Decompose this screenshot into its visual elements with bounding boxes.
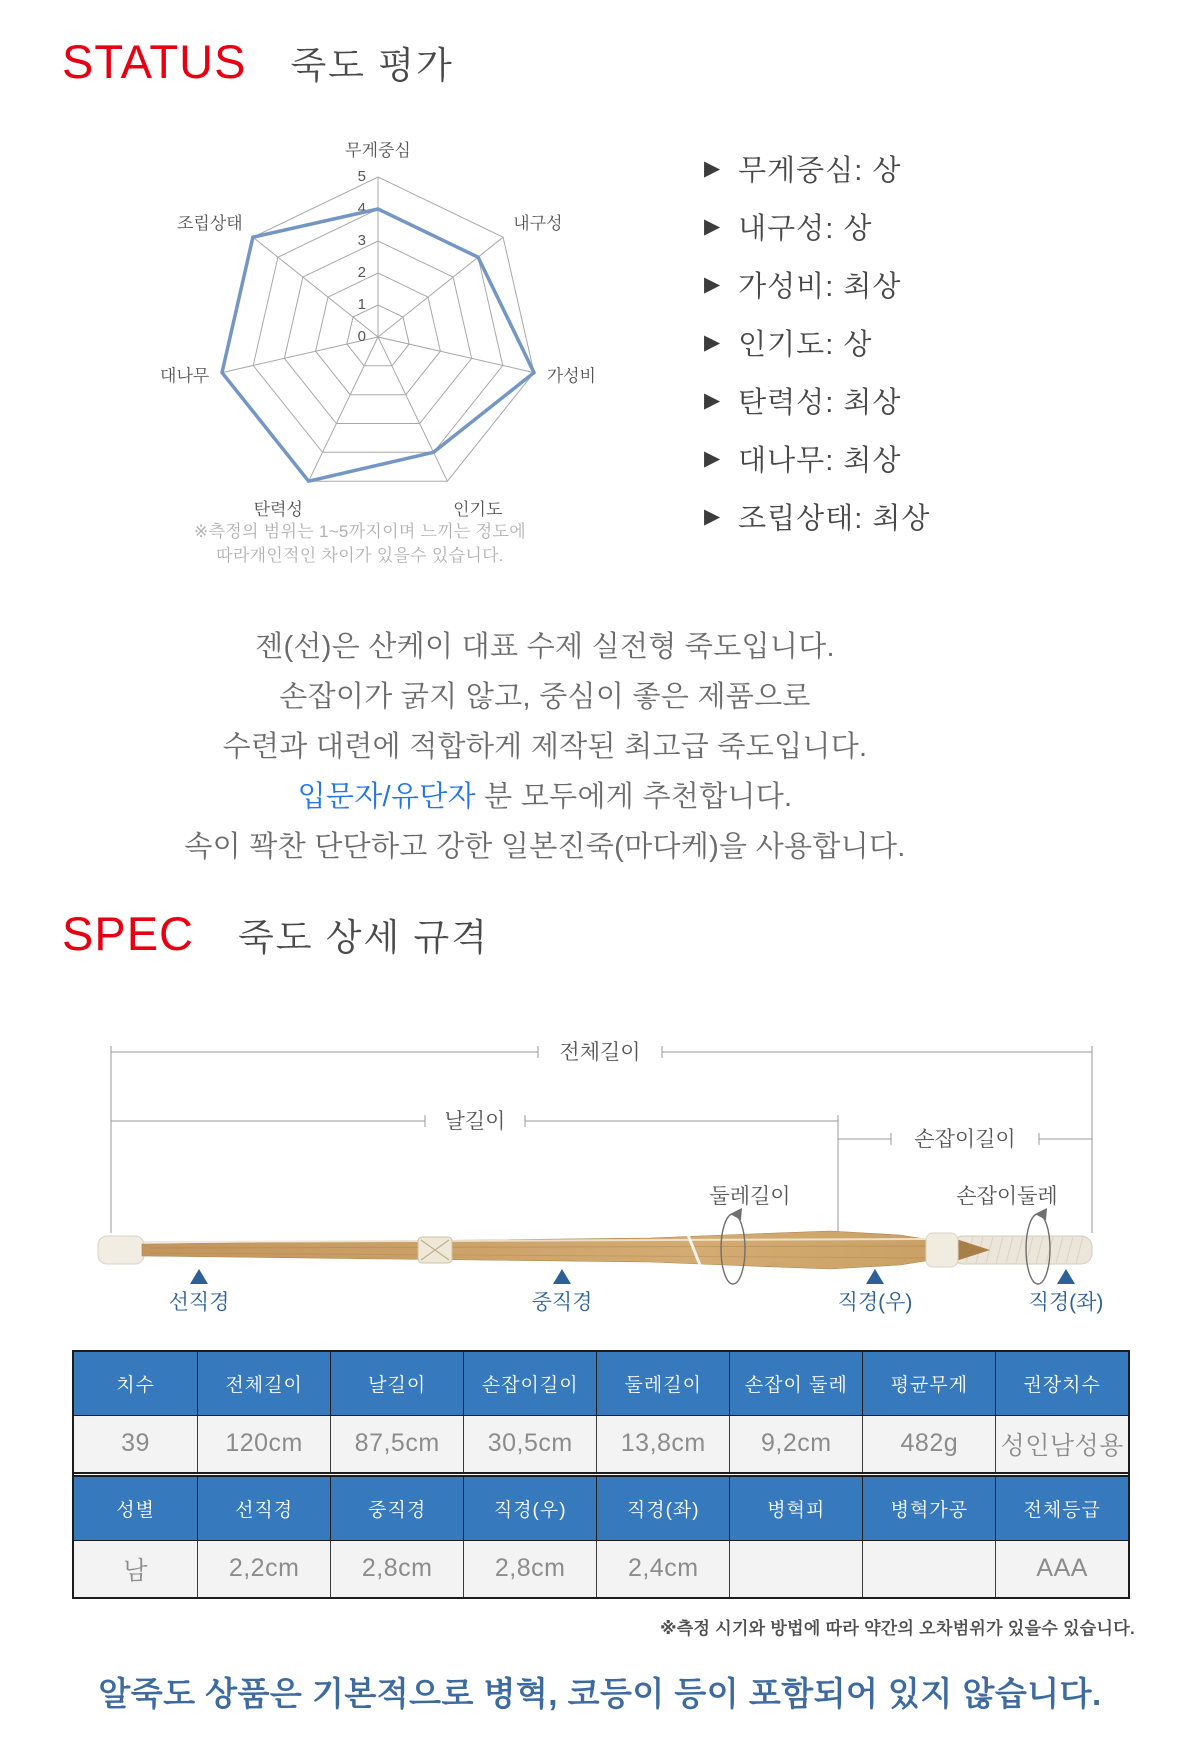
table-header-cell: 직경(좌) — [597, 1476, 730, 1540]
table-header-cell: 선직경 — [198, 1476, 331, 1540]
diameter-label: 직경(우) — [837, 1291, 913, 1314]
diameter-label: 선직경 — [168, 1291, 230, 1314]
radar-tick-label: 1 — [357, 296, 366, 313]
table-header-cell: 권장치수 — [996, 1351, 1129, 1415]
table-header-cell: 평균무게 — [863, 1351, 996, 1415]
chart-note-line1: ※측정의 범위는 1~5까지이며 느끼는 정도에 — [194, 522, 526, 541]
description-line — [0, 772, 1090, 822]
table-header-cell: 성별 — [73, 1476, 198, 1540]
status-section-header — [62, 34, 454, 89]
radar-tick-label: 4 — [357, 200, 366, 217]
description-line: 수련과 대련에 적합하게 제작된 최고급 죽도입니다. — [222, 731, 868, 763]
rating-item — [704, 438, 930, 479]
shinai-tip-leather — [98, 1236, 144, 1264]
radar-tick-label: 3 — [357, 232, 366, 249]
rating-item — [704, 264, 930, 305]
play-bullet-icon: ▶ — [704, 273, 722, 296]
table-value-cell: 2,4cm — [597, 1540, 730, 1598]
rating-item — [704, 496, 930, 537]
table-value-cell: 성인남성용 — [996, 1415, 1129, 1473]
table-value-cell — [730, 1540, 863, 1598]
diameter-marker-icon — [1057, 1269, 1075, 1284]
table-header-row — [73, 1476, 1129, 1540]
radar-axis-line — [253, 237, 378, 337]
table-header-cell: 날길이 — [331, 1351, 464, 1415]
spec-table-note: ※측정 시기와 방법에 따라 약간의 오차범위가 있을수 있습니다. — [659, 1619, 1135, 1638]
dim-label: 손잡이둘레 — [956, 1185, 1058, 1208]
rating-text: 조립상태: 최상 — [738, 503, 931, 535]
rating-text: 무게중심: 상 — [738, 155, 902, 187]
rating-text: 탄력성: 최상 — [738, 387, 902, 419]
table-value-cell: 2,2cm — [198, 1540, 331, 1598]
chart-note-line2: 따라개인적인 차이가 있을수 있습니다. — [216, 546, 504, 565]
description-line-rest: 분 모두에게 추천합니다. — [475, 781, 793, 813]
radar-axis-line — [378, 337, 447, 481]
table-value-cell: 2,8cm — [464, 1540, 597, 1598]
radar-category-label: 조립상태 — [176, 214, 243, 234]
rating-text: 내구성: 상 — [738, 213, 873, 245]
play-bullet-icon: ▶ — [704, 331, 722, 354]
table-value-cell: 30,5cm — [464, 1415, 597, 1473]
spec-title-en: SPEC — [62, 907, 194, 960]
diameter-label: 중직경 — [531, 1291, 593, 1314]
dim-label: 손잡이길이 — [914, 1128, 1016, 1151]
shinai-diagram-svg — [90, 1000, 1110, 1320]
description-highlight: 입문자/유단자 — [297, 781, 476, 813]
radar-axis-line — [309, 337, 378, 481]
table-value-cell: 120cm — [198, 1415, 331, 1473]
play-bullet-icon: ▶ — [704, 505, 722, 528]
table-value-cell: 13,8cm — [597, 1415, 730, 1473]
diameter-label: 직경(좌) — [1028, 1291, 1104, 1314]
loop-arrowhead-icon — [730, 1208, 742, 1220]
table-value-row — [73, 1540, 1129, 1598]
radar-category-label: 탄력성 — [253, 499, 303, 519]
spec-table-wrap — [72, 1350, 1130, 1599]
dim-label: 전체길이 — [559, 1041, 641, 1064]
table-header-cell: 치수 — [73, 1351, 198, 1415]
radar-axis-line — [222, 337, 378, 373]
loop-arrowhead-icon — [1035, 1208, 1047, 1220]
chart-note — [140, 520, 580, 568]
table-header-cell: 직경(우) — [464, 1476, 597, 1540]
radar-category-label: 무게중심 — [345, 141, 411, 160]
play-bullet-icon: ▶ — [704, 389, 722, 412]
rating-text: 인기도: 상 — [738, 329, 873, 361]
rating-text: 가성비: 최상 — [738, 271, 902, 303]
radar-axis-line — [378, 237, 503, 337]
table-value-cell: 482g — [863, 1415, 996, 1473]
table-header-cell: 전체길이 — [198, 1351, 331, 1415]
rating-item — [704, 380, 930, 421]
table-value-cell: 2,8cm — [331, 1540, 464, 1598]
description-line: 젠(선)은 산케이 대표 수제 실전형 죽도입니다. — [255, 631, 835, 663]
radar-chart-svg — [140, 125, 610, 535]
description-line: 속이 꽉찬 단단하고 강한 일본진죽(마다케)을 사용합니다. — [184, 831, 906, 863]
diameter-marker-icon — [190, 1269, 208, 1284]
dim-label: 날길이 — [444, 1110, 506, 1133]
play-bullet-icon: ▶ — [704, 215, 722, 238]
bottom-notice: 알죽도 상품은 기본적으로 병혁, 코등이 등이 포함되어 있지 않습니다. — [98, 1675, 1102, 1712]
radar-category-label: 가성비 — [546, 366, 596, 386]
radar-category-label: 인기도 — [453, 499, 503, 519]
status-title-ko: 죽도 평가 — [290, 45, 454, 86]
table-value-row — [73, 1415, 1129, 1473]
radar-tick-label: 0 — [357, 328, 366, 345]
rating-list — [704, 148, 930, 537]
rating-item — [704, 322, 930, 363]
spec-section-header — [62, 906, 489, 961]
table-value-cell: AAA — [996, 1540, 1129, 1598]
diameter-marker-icon — [553, 1269, 571, 1284]
diameter-marker-icon — [866, 1269, 884, 1284]
shinai-blade — [142, 1231, 938, 1269]
table-header-cell: 병혁가공 — [863, 1476, 996, 1540]
spec-table — [72, 1350, 1130, 1599]
table-value-cell — [863, 1540, 996, 1598]
table-header-cell: 중직경 — [331, 1476, 464, 1540]
rating-item — [704, 206, 930, 247]
radar-tick-label: 5 — [357, 168, 366, 185]
rating-text: 대나무: 최상 — [738, 445, 902, 477]
table-header-cell: 병혁피 — [730, 1476, 863, 1540]
play-bullet-icon: ▶ — [704, 447, 722, 470]
status-title-en: STATUS — [62, 35, 247, 88]
rating-item — [704, 148, 930, 189]
shinai-dimension-diagram — [90, 1000, 1110, 1320]
spec-title-ko: 죽도 상세 규격 — [238, 917, 490, 958]
radar-axis-line — [378, 337, 534, 373]
table-value-cell: 남 — [73, 1540, 198, 1598]
radar-category-label: 내구성 — [513, 214, 563, 234]
table-header-cell: 손잡이 둘레 — [730, 1351, 863, 1415]
play-bullet-icon: ▶ — [704, 157, 722, 180]
table-header-cell: 전체등급 — [996, 1476, 1129, 1540]
radar-tick-label: 2 — [357, 264, 366, 281]
radar-chart — [140, 125, 610, 535]
dim-label: 둘레길이 — [709, 1185, 791, 1208]
radar-category-label: 대나무 — [160, 366, 210, 386]
table-value-cell: 87,5cm — [331, 1415, 464, 1473]
product-description — [0, 622, 1090, 872]
table-header-row — [73, 1351, 1129, 1415]
table-value-cell: 9,2cm — [730, 1415, 863, 1473]
table-value-cell: 39 — [73, 1415, 198, 1473]
table-header-cell: 손잡이길이 — [464, 1351, 597, 1415]
table-header-cell: 둘레길이 — [597, 1351, 730, 1415]
shinai-grip-knot — [926, 1233, 958, 1267]
description-line: 손잡이가 굵지 않고, 중심이 좋은 제품으로 — [279, 681, 811, 713]
